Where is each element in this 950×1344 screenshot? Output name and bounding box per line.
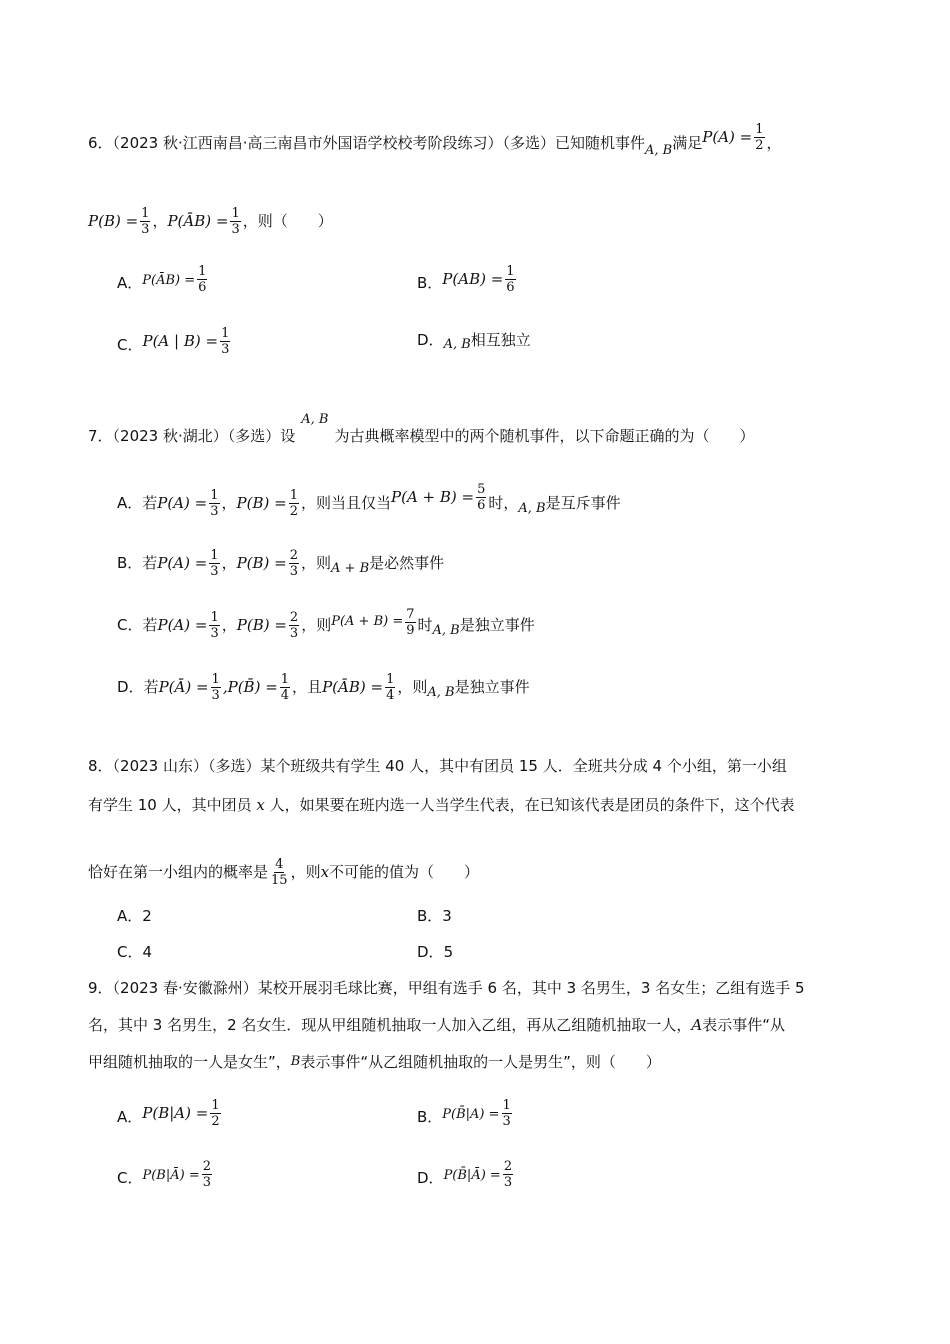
q7-option-a-tail: 是互斥事件 bbox=[545, 494, 621, 512]
q7-option-b-pb: P(B) = bbox=[236, 554, 287, 572]
q6-option-d-tail: 相互独立 bbox=[470, 331, 531, 349]
q7-option-d-pabar: P(Ā) = bbox=[158, 678, 209, 696]
q7-option-c-frac3 bbox=[405, 607, 415, 638]
q7-option-c-n2: 2 bbox=[289, 610, 299, 625]
q7-option-a-sep: ， bbox=[221, 494, 237, 512]
q7-option-d-tail: 是独立事件 bbox=[454, 678, 530, 696]
q6-option-c-num: 1 bbox=[221, 326, 230, 341]
q7-option-a-mid: ，则当且仅当 bbox=[300, 494, 391, 512]
q7-option-c-n3: 7 bbox=[406, 607, 415, 622]
q7-option-b-sep: ， bbox=[221, 554, 237, 572]
q9-option-b-den: 3 bbox=[502, 1114, 511, 1129]
q6-option-a-label: A． bbox=[117, 274, 143, 292]
q7-option-b-tail: 是必然事件 bbox=[369, 554, 445, 572]
q9-option-a[interactable] bbox=[117, 1098, 223, 1133]
q7-option-d-d2: 4 bbox=[280, 688, 290, 703]
q7-option-b-frac1 bbox=[209, 548, 219, 579]
q6-option-c-expr: P(A | B) = bbox=[142, 332, 219, 350]
q7-option-a[interactable] bbox=[117, 482, 621, 519]
q6-option-b-num: 1 bbox=[506, 264, 515, 279]
q6-pa-den: 2 bbox=[755, 138, 764, 153]
q8-option-c-value: 4 bbox=[142, 943, 153, 961]
q9-option-a-label: A． bbox=[117, 1108, 143, 1126]
q7-option-c-d3: 9 bbox=[406, 623, 415, 638]
q7-option-b[interactable] bbox=[117, 548, 444, 579]
q8-line3b: ，则 bbox=[290, 863, 321, 881]
q6-option-d-expr: A, B bbox=[443, 337, 471, 352]
q9-option-b-num: 1 bbox=[502, 1098, 511, 1113]
q9-option-d[interactable] bbox=[417, 1159, 515, 1194]
q6-option-c-frac bbox=[220, 326, 230, 357]
q6-pabarb-den: 3 bbox=[231, 222, 240, 237]
q7-option-a-pa: P(A) = bbox=[157, 494, 208, 512]
q6-option-c-den: 3 bbox=[221, 342, 230, 357]
q7-option-d-pabarb: P(ĀB) = bbox=[322, 678, 384, 696]
q7-option-d-after: ，则 bbox=[397, 678, 428, 696]
q7-option-a-frac1 bbox=[209, 488, 219, 519]
q7-option-d-n2: 1 bbox=[280, 672, 290, 687]
q6-pa: P(A) = bbox=[702, 128, 753, 146]
q9-option-a-expr: P(B|A) = bbox=[142, 1104, 209, 1122]
q7-option-b-mid: ，则 bbox=[301, 554, 332, 572]
q7-option-a-d3: 6 bbox=[477, 498, 486, 513]
q6-option-b-den: 6 bbox=[506, 280, 515, 295]
q7-option-a-pab: P(A + B) = bbox=[391, 488, 475, 506]
q6-pb-den: 3 bbox=[141, 222, 150, 237]
q7-option-c-label: C． bbox=[117, 616, 143, 634]
q8-option-a-label: A． bbox=[117, 907, 143, 925]
q8-option-d[interactable] bbox=[417, 942, 453, 962]
q8-option-d-value: 5 bbox=[443, 943, 454, 961]
q7-option-c-tail: 是独立事件 bbox=[459, 616, 535, 634]
q7-option-d-sep: , bbox=[222, 678, 228, 696]
q9-option-b[interactable] bbox=[417, 1098, 514, 1133]
q7-option-c-d2: 3 bbox=[289, 626, 299, 641]
q9-stem-line3 bbox=[88, 1052, 661, 1074]
q7-option-d-frac3 bbox=[385, 672, 395, 703]
q6-option-d-label: D． bbox=[417, 331, 444, 349]
q6-option-a-num: 1 bbox=[198, 264, 207, 279]
q7-option-a-pb: P(B) = bbox=[236, 494, 287, 512]
q7-option-a-n3: 5 bbox=[477, 482, 486, 497]
q9-option-c-expr: P(B|Ā) = bbox=[142, 1168, 200, 1183]
q9-line3a: 甲组随机抽取的一人是女生”， bbox=[88, 1053, 291, 1071]
q9-option-a-num: 1 bbox=[211, 1098, 220, 1113]
q7-option-c-pb: P(B) = bbox=[236, 616, 287, 634]
q7-option-a-frac2 bbox=[289, 488, 299, 519]
q7-option-c-frac2 bbox=[289, 610, 299, 641]
q6-pa-frac bbox=[754, 122, 764, 153]
q7-option-b-d1: 3 bbox=[210, 564, 219, 579]
q9-line2a: 名，其中 3 名男生，2 名女生．现从甲组随机抽取一人加入乙组，再从乙组随机抽取一人， bbox=[88, 1016, 692, 1034]
q6-option-b[interactable] bbox=[417, 264, 518, 299]
q6-comma: ， bbox=[766, 134, 782, 152]
q9-option-d-den: 3 bbox=[503, 1175, 513, 1190]
q6-option-d[interactable] bbox=[417, 330, 531, 352]
q7-option-b-n1: 1 bbox=[210, 548, 219, 563]
q6-pabarb: P(ĀB) = bbox=[167, 212, 229, 230]
q7-option-d-n1: 1 bbox=[211, 672, 220, 687]
q7-option-c-sep: ， bbox=[221, 616, 237, 634]
q7-option-d-n3: 1 bbox=[386, 672, 395, 687]
q7-option-b-d2: 3 bbox=[289, 564, 299, 579]
q7-option-d-label: D． bbox=[117, 678, 144, 696]
q9-option-c-num: 2 bbox=[202, 1159, 212, 1174]
q7-option-c-frac1 bbox=[209, 610, 219, 641]
q6-option-c-label: C． bbox=[117, 336, 143, 354]
q8-option-d-label: D． bbox=[417, 943, 444, 961]
q8-option-c-label: C． bbox=[117, 943, 143, 961]
q6-option-c[interactable] bbox=[117, 326, 232, 361]
q9-option-a-frac bbox=[210, 1098, 220, 1129]
q8-x-var: x bbox=[256, 796, 265, 814]
q7-option-b-label: B． bbox=[117, 554, 143, 572]
q6-pabarb-frac bbox=[230, 206, 240, 237]
q8-line2b: 人，如果要在班内选一人当学生代表，在已知该代表是团员的条件下，这个代表 bbox=[269, 796, 795, 814]
q9-option-a-den: 2 bbox=[211, 1114, 220, 1129]
q7-stem-tail: 为古典概率模型中的两个随机事件，以下命题正确的为（ ） bbox=[334, 427, 755, 445]
q8-prob-frac bbox=[270, 857, 289, 888]
q8-option-b-label: B． bbox=[417, 907, 443, 925]
q7-option-c-pa: P(A) = bbox=[157, 616, 208, 634]
q9-option-c-frac bbox=[202, 1159, 212, 1190]
q6-cond: 满足 bbox=[672, 134, 703, 152]
q7-option-d-d1: 3 bbox=[211, 688, 220, 703]
q7-option-d-frac2 bbox=[280, 672, 290, 703]
q7-option-b-n2: 2 bbox=[289, 548, 299, 563]
q9-option-d-frac bbox=[503, 1159, 513, 1190]
q9-option-b-frac bbox=[502, 1098, 512, 1129]
q7-stem bbox=[88, 412, 755, 448]
q9-stem-line2 bbox=[88, 1015, 785, 1035]
q8-x-var-2: x bbox=[320, 863, 330, 881]
q6-option-a[interactable] bbox=[117, 264, 209, 299]
q9-option-b-label: B． bbox=[417, 1108, 443, 1126]
q7-option-d-pre: 若 bbox=[143, 678, 159, 696]
q6-pb-num: 1 bbox=[141, 206, 150, 221]
q8-line2a: 有学生 10 人，其中团员 bbox=[88, 796, 252, 814]
q8-frac-num: 4 bbox=[275, 857, 284, 872]
q6-option-a-frac bbox=[197, 264, 207, 295]
q7-option-c-d1: 3 bbox=[210, 626, 219, 641]
q7-option-a-pre: 若 bbox=[142, 494, 158, 512]
q6-option-b-frac bbox=[505, 264, 515, 295]
q6-source: （2023 秋·江西南昌·高三南昌市外国语学校校考阶段练习）（多选）已知随机事件 bbox=[112, 134, 646, 152]
q6-then: ，则（ ） bbox=[242, 212, 333, 230]
q9-option-c[interactable] bbox=[117, 1159, 214, 1194]
q6-stem-line2 bbox=[88, 206, 333, 237]
q7-option-a-label: A． bbox=[117, 494, 143, 512]
q6-events: A, B bbox=[645, 143, 673, 158]
q7-option-c-pre: 若 bbox=[142, 616, 158, 634]
q8-option-b-value: 3 bbox=[442, 907, 452, 925]
q7-option-b-frac2 bbox=[289, 548, 299, 579]
q7-option-d-events: A, B bbox=[427, 685, 455, 700]
q7-option-d-mid: ，且 bbox=[292, 678, 323, 696]
q7-option-d-pbbar: P(B̄) = bbox=[227, 678, 278, 696]
q8-option-a-value: 2 bbox=[142, 907, 152, 925]
q7-option-a-d2: 2 bbox=[289, 504, 298, 519]
q7-option-b-pa: P(A) = bbox=[157, 554, 208, 572]
q6-pabarb-num: 1 bbox=[231, 206, 240, 221]
q6-pb-frac bbox=[140, 206, 150, 237]
q7-option-b-sum: A + B bbox=[331, 561, 370, 576]
q9-event-b: B bbox=[290, 1054, 301, 1069]
q7-option-a-n1: 1 bbox=[210, 488, 219, 503]
q7-option-c-mid: ，则 bbox=[301, 616, 332, 634]
q8-frac-den: 15 bbox=[271, 873, 288, 888]
q9-event-a: A bbox=[691, 1016, 703, 1034]
q9-stem-line1: 9．（2023 春·安徽滁州）某校开展羽毛球比赛，甲组有选手 6 名，其中 3 名男生，3 名女生；乙组有选手 5 bbox=[88, 979, 805, 997]
q8-line3a: 恰好在第一小组内的概率是 bbox=[88, 863, 269, 881]
q6-comma2: ， bbox=[152, 212, 168, 230]
q9-option-d-expr: P(B̄|Ā) = bbox=[443, 1168, 501, 1183]
q6-option-b-expr: P(AB) = bbox=[442, 270, 504, 288]
q7-number: 7． bbox=[88, 427, 113, 445]
q6-pb: P(B) = bbox=[88, 212, 139, 230]
q7-option-c-after: 时 bbox=[417, 616, 433, 634]
q7-option-a-n2: 1 bbox=[289, 488, 298, 503]
q8-stem-line1: 8．（2023 山东）（多选）某个班级共有学生 40 人，其中有团员 15 人．全班共分成 4 个小组，第一小组 bbox=[88, 757, 787, 775]
q7-option-b-pre: 若 bbox=[142, 554, 158, 572]
q9-option-d-label: D． bbox=[417, 1169, 444, 1187]
q8-option-a[interactable] bbox=[117, 906, 152, 926]
q7-option-a-frac3 bbox=[476, 482, 486, 513]
q7-option-c-pab: P(A + B) = bbox=[331, 614, 404, 629]
q9-line2b: 表示事件“从 bbox=[702, 1016, 786, 1034]
q8-option-c[interactable] bbox=[117, 942, 152, 962]
q6-pa-num: 1 bbox=[755, 122, 764, 137]
q7-events: A, B bbox=[301, 412, 329, 427]
q6-stem-line1 bbox=[88, 122, 782, 159]
q6-option-a-den: 6 bbox=[198, 280, 207, 295]
q7-option-d[interactable] bbox=[117, 672, 530, 703]
q7-option-c-events: A, B bbox=[432, 623, 460, 638]
q8-stem-line3 bbox=[88, 857, 479, 888]
q7-option-a-events: A, B bbox=[518, 501, 546, 516]
q7-option-c[interactable] bbox=[117, 607, 535, 641]
q8-option-b[interactable] bbox=[417, 906, 452, 926]
q6-number: 6． bbox=[88, 134, 113, 152]
q8-stem-line2 bbox=[88, 795, 795, 815]
q7-source: （2023 秋·湖北）（多选）设 bbox=[112, 427, 296, 445]
q7-option-d-frac1 bbox=[211, 672, 221, 703]
q6-option-a-expr: P(ĀB) = bbox=[142, 273, 196, 288]
q8-line3c: 不可能的值为（ ） bbox=[329, 863, 480, 881]
q7-option-a-after: 时， bbox=[488, 494, 519, 512]
q9-line3b: 表示事件“从乙组随机抽取的一人是男生”，则（ ） bbox=[300, 1053, 661, 1071]
q6-option-b-label: B． bbox=[417, 274, 443, 292]
q7-option-d-d3: 4 bbox=[386, 688, 395, 703]
q7-option-a-d1: 3 bbox=[210, 504, 219, 519]
q9-option-d-num: 2 bbox=[503, 1159, 513, 1174]
q7-option-c-n1: 1 bbox=[210, 610, 219, 625]
q9-option-c-den: 3 bbox=[202, 1175, 212, 1190]
q9-option-c-label: C． bbox=[117, 1169, 143, 1187]
q9-option-b-expr: P(B̄|A) = bbox=[442, 1107, 500, 1122]
